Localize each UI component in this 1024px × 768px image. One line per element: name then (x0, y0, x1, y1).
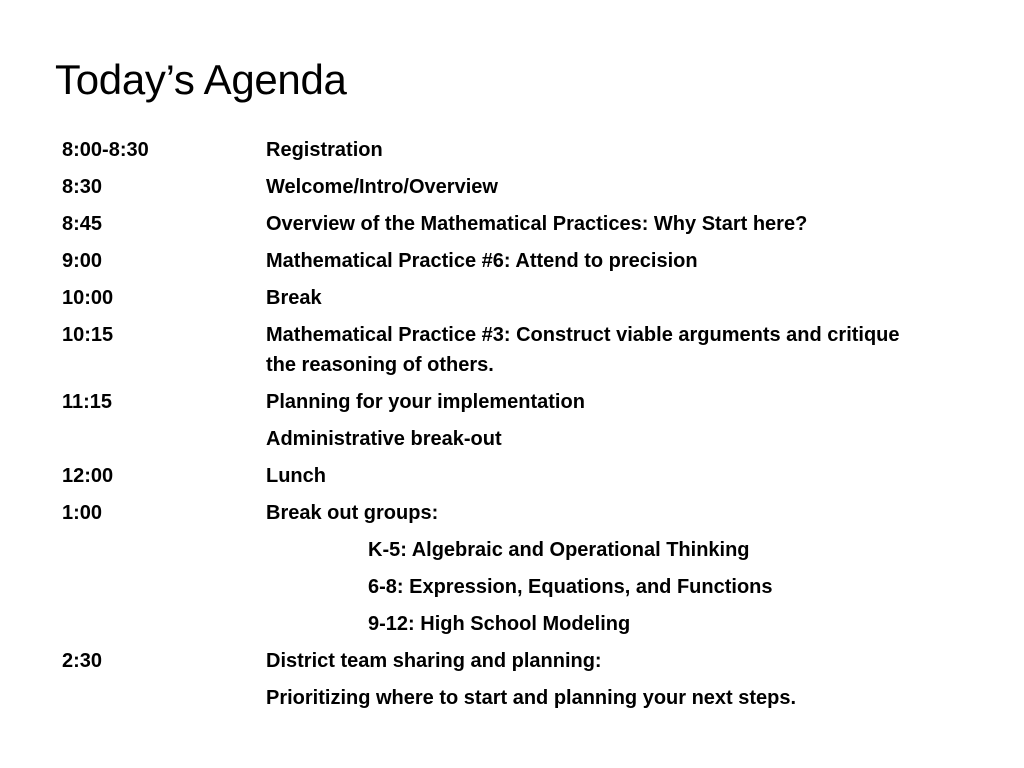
agenda-time: 10:15 (62, 324, 114, 346)
agenda-item: Mathematical Practice #3: Construct viable arguments and critique the reasoning of others. (266, 324, 900, 376)
agenda-time: 12:00 (62, 465, 114, 487)
agenda-subitem: 9-12: High School Modeling (368, 613, 631, 635)
agenda-row (62, 683, 962, 720)
agenda-item: Break out groups: (266, 502, 439, 524)
agenda-subrow (62, 535, 962, 572)
agenda-item: District team sharing and planning: (266, 650, 602, 672)
agenda-item: Overview of the Mathematical Practices: Why Start here? (266, 213, 808, 235)
agenda-time: 8:30 (62, 176, 103, 198)
agenda-subitem: K-5: Algebraic and Operational Thinking (368, 539, 750, 561)
agenda-subrow (62, 572, 962, 609)
agenda-row (62, 646, 962, 683)
agenda-subrow (62, 609, 962, 646)
agenda-time: 2:30 (62, 650, 103, 672)
agenda-row (62, 135, 962, 172)
agenda-row (62, 209, 962, 246)
agenda-time: 9:00 (62, 250, 103, 272)
agenda-item: Administrative break-out (266, 428, 502, 450)
agenda-time: 10:00 (62, 287, 114, 309)
agenda-row (62, 172, 962, 209)
agenda-row (62, 461, 962, 498)
agenda-time: 11:15 (62, 391, 113, 413)
agenda-row (62, 424, 962, 461)
agenda-item: Welcome/Intro/Overview (266, 176, 498, 198)
agenda-row (62, 498, 962, 535)
agenda-subitem: 6-8: Expression, Equations, and Functions (368, 576, 773, 598)
agenda-row (62, 246, 962, 283)
agenda-row (62, 387, 962, 424)
agenda-item: Break (266, 287, 322, 309)
agenda-item: Registration (266, 139, 383, 161)
slide-title: Today’s Agenda (55, 56, 347, 103)
agenda-item: Lunch (266, 465, 326, 487)
agenda-row (62, 283, 962, 320)
agenda-time: 8:00-8:30 (62, 139, 149, 161)
agenda-item: Prioritizing where to start and planning your next steps. (266, 687, 797, 709)
agenda-item: Mathematical Practice #6: Attend to precision (266, 250, 698, 272)
agenda-time: 8:45 (62, 213, 103, 235)
agenda-row (62, 320, 962, 387)
agenda-item: Planning for your implementation (266, 391, 585, 413)
agenda-time: 1:00 (62, 502, 103, 524)
agenda-list (62, 135, 962, 720)
